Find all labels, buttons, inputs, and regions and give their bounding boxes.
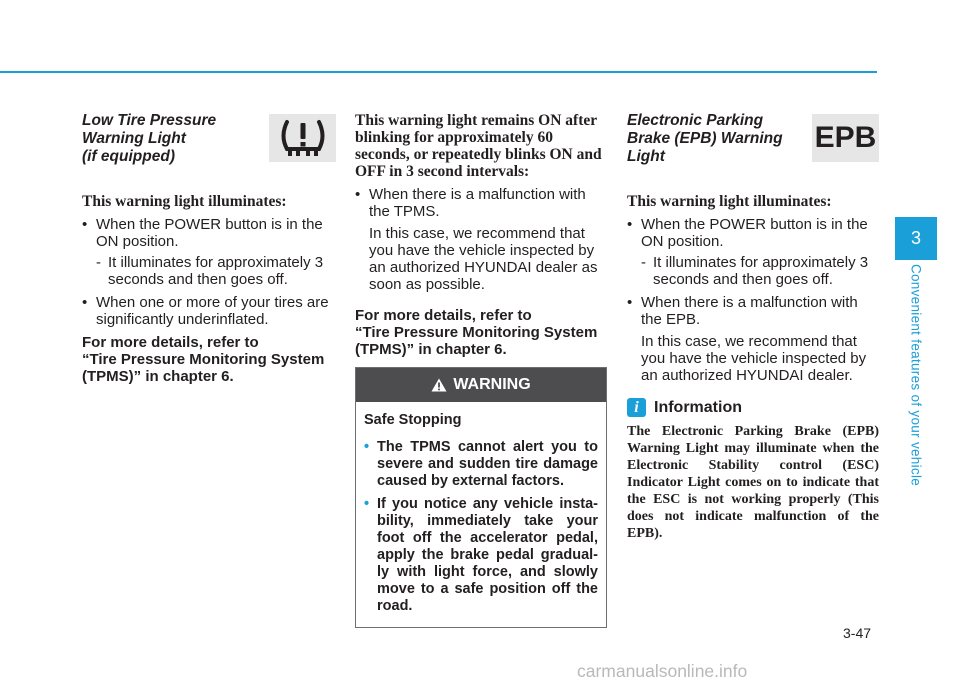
reference-line: “Tire Pressure Monitoring System — [82, 351, 325, 368]
subheading-illuminates: This warning light illuminates: — [82, 193, 287, 210]
list-item-note: In this case, we recommend that you have the vehicle inspected by an authorized HYUNDAI dealer as soon as possible. — [369, 225, 598, 293]
subheading-remains-on: This warning light remains ON after blinking for approximately 60 seconds, or repeatedly blinks ON and OFF in 3 second intervals: — [355, 112, 602, 180]
subheading-illuminates: This warning light illuminates: — [627, 193, 832, 210]
list-subitem: - It illuminates for approximately 3 seconds and then goes off. — [96, 254, 324, 288]
watermark: carmanualsonline.info — [577, 661, 748, 681]
information-title: Information — [654, 398, 742, 416]
warning-title: Safe Stopping — [364, 412, 462, 428]
information-header — [627, 398, 879, 417]
heading-line: Low Tire Pressure — [82, 112, 217, 129]
reference-line: (TPMS)” in chapter 6. — [355, 341, 507, 358]
heading-line: Warning Light — [82, 130, 186, 147]
reference-note — [82, 334, 336, 385]
information-text: The Electronic Parking Brake (EPB) Warning Light may illuminate when the Electronic Stability control (ESC) Indicator Light comes on to indicate that the ESC is not working properly (This does not indicate malfunction of the EPB). — [627, 424, 879, 541]
warning-item-text: The TPMS cannot alert you to severe and sudden tire damage caused by external factors. — [377, 439, 598, 489]
section-side-label: Convenient features of your vehicle — [908, 263, 924, 487]
column-epb-warning-light — [627, 112, 879, 542]
warning-box — [355, 367, 607, 628]
bullet-dot-icon: • — [364, 496, 370, 512]
section-heading-epb — [627, 112, 795, 166]
column-tpms-malfunction — [355, 112, 605, 628]
reference-note — [355, 307, 605, 358]
reference-line: (TPMS)” in chapter 6. — [82, 368, 234, 385]
list-item: • When one or more of your tires are significantly underinflated. — [82, 294, 336, 328]
list-subitem: - It illuminates for approximately 3 seconds and then goes off. — [641, 254, 869, 288]
reference-line: For more details, refer to — [355, 307, 532, 324]
list-subitem-text: It illuminates for approximately 3 seconds and then goes off. — [653, 254, 869, 288]
warning-triangle-icon — [431, 378, 447, 392]
heading-line: Light — [627, 148, 665, 165]
list-subitem-text: It illuminates for approximately 3 seconds and then goes off. — [108, 254, 324, 288]
list-item: • When there is a malfunction with the TPMS. — [355, 186, 605, 220]
tpms-warning-icon-graphic — [278, 118, 328, 158]
heading-line: Brake (EPB) Warning — [627, 130, 783, 147]
section-heading-low-tire-pressure — [82, 112, 250, 166]
tpms-warning-icon — [269, 114, 336, 162]
heading-line: Electronic Parking — [627, 112, 764, 129]
warning-item — [364, 496, 598, 615]
warning-item — [364, 439, 598, 490]
list-item-note: In this case, we recommend that you have the vehicle inspected by an authorized HYUNDAI dealer. — [641, 333, 867, 384]
epb-warning-icon — [812, 114, 879, 162]
information-icon: i — [627, 398, 646, 417]
warning-body — [356, 402, 606, 627]
section-heading-row — [627, 112, 879, 166]
reference-line: “Tire Pressure Monitoring System — [355, 324, 598, 341]
section-heading-row — [82, 112, 336, 166]
page-number: 3-47 — [843, 625, 872, 641]
warning-header — [356, 368, 606, 402]
list-item: • When the POWER button is in the ON position. — [82, 216, 336, 250]
column-tpms-warning-light — [82, 112, 336, 385]
list-item: • When the POWER button is in the ON position. — [627, 216, 879, 250]
list-item: • When there is a malfunction with the EPB. — [627, 294, 879, 328]
epb-icon-text: EPB — [814, 121, 877, 154]
warning-item-text: If you notice any vehicle insta-bility, immediately take your foot off the accelerator pedal, apply the brake pedal gradual-ly with light force, and slowly move to a safe position off the road. — [377, 496, 598, 614]
reference-line: For more details, refer to — [82, 334, 259, 351]
warning-label: WARNING — [453, 376, 531, 393]
top-rule — [0, 71, 877, 73]
bullet-dot-icon: • — [364, 439, 370, 455]
chapter-tab: 3 — [895, 217, 937, 260]
heading-line: (if equipped) — [82, 148, 175, 165]
